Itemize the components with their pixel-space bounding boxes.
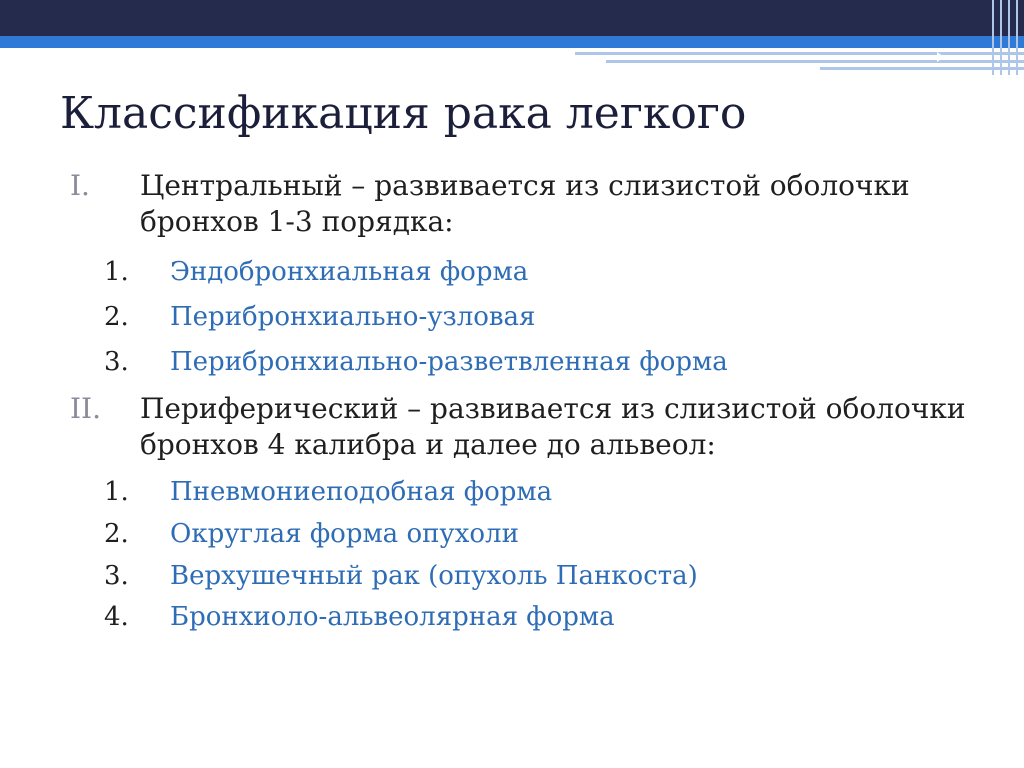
list-item [104,601,984,633]
list-item [104,518,984,550]
item-number: 4. [104,602,129,632]
item-number: 2. [104,519,129,549]
item-number: 1. [104,257,129,287]
item-text: Перибронхиально-разветвленная форма [170,347,728,377]
item-text: Бронхиоло-альвеолярная форма [170,602,615,632]
section-central [70,168,970,240]
slide-title: Классификация рака легкого [60,88,747,139]
list-item [104,560,984,592]
item-text: Пневмониеподобная форма [170,477,553,507]
list-item [104,476,984,508]
section-numeral: I. [70,169,90,202]
item-number: 3. [104,347,129,377]
item-number: 1. [104,477,129,507]
section-text: Периферический – развивается из слизистой оболочки бронхов 4 калибра и далее до альвеол: [140,392,966,461]
section-numeral: II. [70,392,102,425]
item-number: 2. [104,302,129,332]
item-text: Верхушечный рак (опухоль Панкоста) [170,561,698,591]
list-item [104,256,984,288]
section-peripheral [70,391,970,463]
item-number: 3. [104,561,129,591]
list-item [104,301,984,333]
list-item [104,346,984,378]
item-text: Эндобронхиальная форма [170,257,529,287]
item-text: Округлая форма опухоли [170,519,519,549]
section-text: Центральный – развивается из слизистой оболочки бронхов 1-3 порядка: [140,169,910,238]
item-text: Перибронхиально-узловая [170,302,536,332]
